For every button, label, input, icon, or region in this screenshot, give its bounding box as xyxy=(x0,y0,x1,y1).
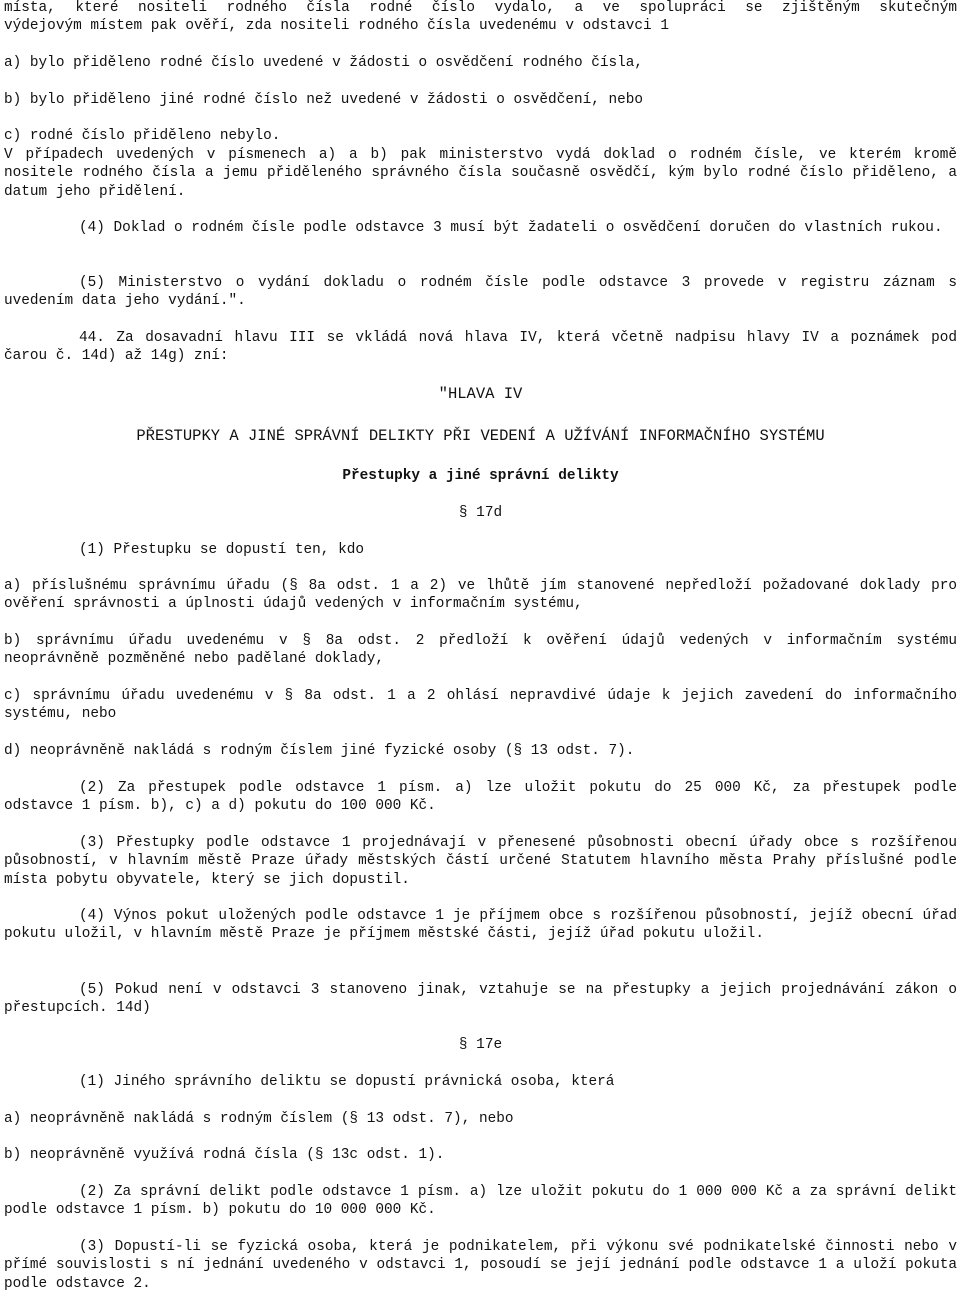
section-17d-heading: § 17d xyxy=(458,505,503,521)
s17e-item-a: a) neoprávněně nakládá s rodným číslem (§ 13 odst. 7), nebo xyxy=(4,1111,514,1127)
paragraph-44: 44. Za dosavadní hlavu III se vkládá nová hlava IV, která včetně nadpisu hlavy IV a poznámek pod čarou č. 14d) až 14g) zní: xyxy=(4,330,957,365)
s17d-item-a: a) příslušnému správnímu úřadu (§ 8a odst. 1 a 2) ve lhůtě jím stanovené nepředloží požadované doklady pro ověření správnosti a úplnosti údajů vedených v informačním systému, xyxy=(4,578,957,613)
s17e-item-b: b) neoprávněně využívá rodná čísla (§ 13c odst. 1). xyxy=(4,1147,445,1163)
intro-line-1: místa, které nositeli rodného čísla rodné číslo vydalo, a ve spolupráci se zjištěným skutečným xyxy=(4,0,957,16)
list-item-b: b) bylo přiděleno jiné rodné číslo než uvedené v žádosti o osvědčení, nebo xyxy=(4,92,644,108)
section-17e-heading: § 17e xyxy=(458,1037,503,1053)
paragraph-cases: V případech uvedených v písmenech a) a b) pak ministerstvo vydá doklad o rodném čísle, ve kterém kromě nositele rodného čísla a jemu přiděleného správného čísla současně osvědčí, kým bylo rodné číslo přiděleno, a datum jeho přidělení. xyxy=(4,147,957,200)
s17d-item-b: b) správnímu úřadu uvedenému v § 8a odst. 2 předloží k ověření údajů vedených v informačním systému neoprávněně pozměněné nebo padělané doklady, xyxy=(4,633,957,668)
s17d-item-c: c) správnímu úřadu uvedenému v § 8a odst. 1 a 2 ohlásí nepravdivé údaje k jejich zavedení do informačního systému, nebo xyxy=(4,688,957,723)
s17e-paragraph-3: (3) Dopustí-li se fyzická osoba, která je podnikatelem, při výkonu své podnikatelské činnosti nebo v přímé souvislosti s ní jednání uvedeného v odstavci 1, posoudí se její jednání podle odstavce 1 a uloží pokuta podle odstavce 2. xyxy=(4,1239,957,1292)
s17d-paragraph-2: (2) Za přestupek podle odstavce 1 písm. a) lze uložit pokutu do 25 000 Kč, za přestupek podle odstavce 1 písm. b), c) a d) pokutu do 100 000 Kč. xyxy=(4,780,957,815)
chapter-title: PŘESTUPKY A JINÉ SPRÁVNÍ DELIKTY PŘI VEDENÍ A UŽÍVÁNÍ INFORMAČNÍHO SYSTÉMU xyxy=(136,427,825,445)
intro-line-2: výdejovým místem pak ověří, zda nositeli rodného čísla uvedenému v odstavci 1 xyxy=(4,18,669,35)
paragraph-5: (5) Ministerstvo o vydání dokladu o rodném čísle podle odstavce 3 provede v registru záznam s uvedením data jeho vydání.". xyxy=(4,275,957,310)
s17d-paragraph-5: (5) Pokud není v odstavci 3 stanoveno jinak, vztahuje se na přestupky a jejich projednávání zákon o přestupcích. 14d) xyxy=(4,982,957,1017)
paragraph-4: (4) Doklad o rodném čísle podle odstavce 3 musí být žadateli o osvědčení doručen do vlastních rukou. xyxy=(79,220,943,236)
chapter-heading: "HLAVA IV xyxy=(438,385,523,403)
s17e-paragraph-2: (2) Za správní delikt podle odstavce 1 písm. a) lze uložit pokutu do 1 000 000 Kč a za správní delikt podle odstavce 1 písm. b) pokutu do 10 000 000 Kč. xyxy=(4,1184,957,1219)
section-subtitle: Přestupky a jiné správní delikty xyxy=(342,468,619,484)
s17d-paragraph-4: (4) Výnos pokut uložených podle odstavce 1 je příjmem obce s rozšířenou působností, jejíž obecní úřad pokutu uložil, v hlavním městě Praze je příjmem městské části, jejíž úřad pokutu uložil. xyxy=(4,908,957,943)
intro-block xyxy=(4,0,957,36)
list-item-a: a) bylo přiděleno rodné číslo uvedené v žádosti o osvědčení rodného čísla, xyxy=(4,55,644,71)
list-item-c: c) rodné číslo přiděleno nebylo. xyxy=(4,128,281,144)
s17d-paragraph-3: (3) Přestupky podle odstavce 1 projednávají v přenesené působnosti obecní úřady obce s rozšířenou působností, v hlavním městě Praze úřady městských částí určené Statutem hlavního města Prahy příslušné podle místa pobytu obyvatele, který se jich dopustil. xyxy=(4,835,957,888)
s17d-item-d: d) neoprávněně nakládá s rodným číslem jiné fyzické osoby (§ 13 odst. 7). xyxy=(4,743,635,759)
s17d-paragraph-1: (1) Přestupku se dopustí ten, kdo xyxy=(79,542,364,558)
s17e-paragraph-1: (1) Jiného správního deliktu se dopustí právnická osoba, která xyxy=(79,1074,615,1090)
